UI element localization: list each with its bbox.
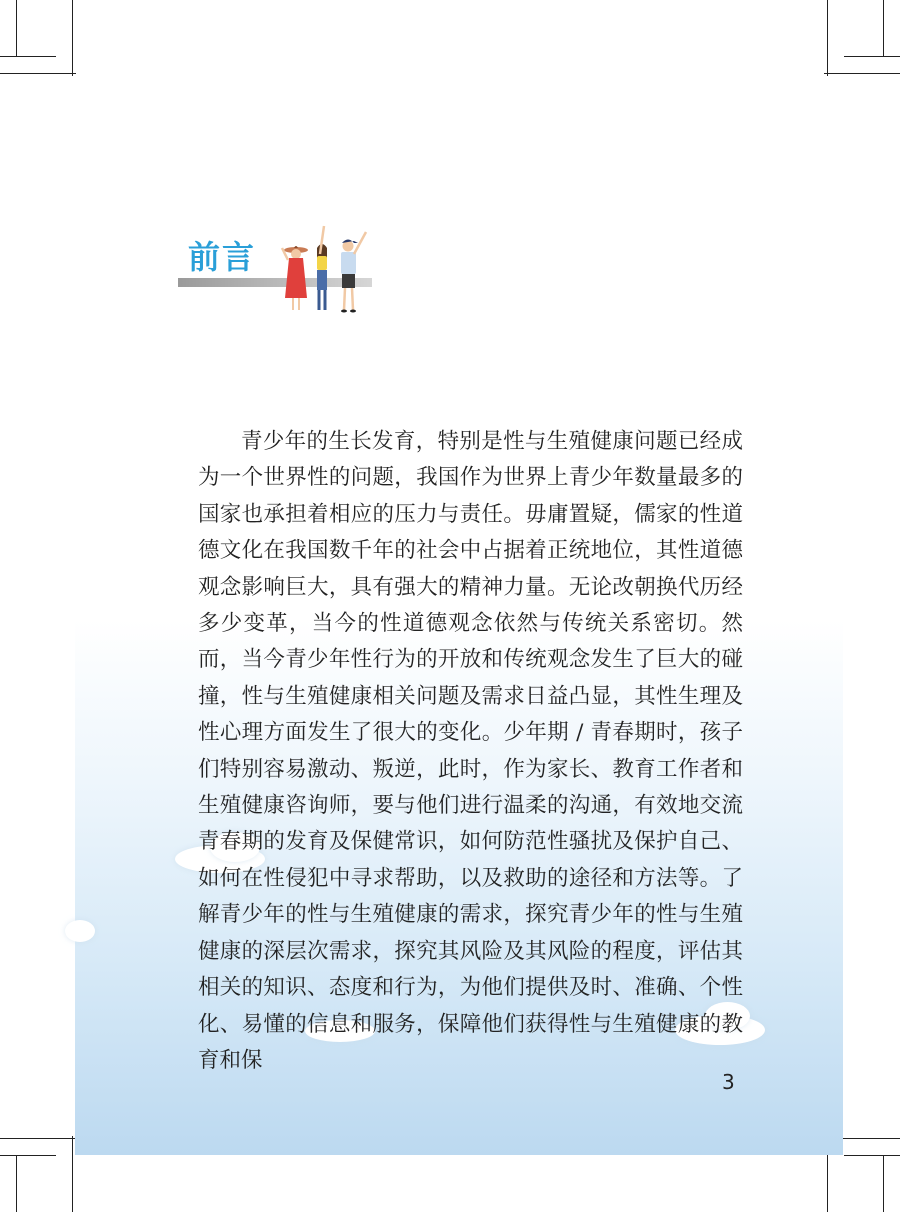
page-number: 3 <box>722 1070 735 1094</box>
section-heading <box>178 226 378 326</box>
body-paragraph: 青少年的生长发育，特别是性与生殖健康问题已经成为一个世界性的问题，我国作为世界上青少年数量最多的国家也承担着相应的压力与责任。毋庸置疑，儒家的性道德文化在我国数千年的社会中占据着正统地位，其性道德观念影响巨大，具有强大的精神力量。无论改朝换代历经多少变革，当今的性道德观念依然与传统关系密切。然而，当今青少年性行为的开放和传统观念发生了巨大的碰撞，性与生殖健康相关问题及需求日益凸显，其性生理及性心理方面发生了很大的变化。少年期 / 青春期时，孩子们特别容易激动、叛逆，此时，作为家长、教育工作者和生殖健康咨询师，要与他们进行温柔的沟通，有效地交流青春期的发育及保健常识，如何防范性骚扰及保护自己、如何在性侵犯中寻求帮助，以及救助的途径和方法等。了解青少年的性与生殖健康的需求，探究青少年的性与生殖健康的深层次需求，探究其风险及其风险的程度，评估其相关的知识、态度和行为，为他们提供及时、准确、个性化、易懂的信息和服务，保障他们获得性与生殖健康的教育和保 <box>198 429 743 1073</box>
page-title: 前言 <box>188 238 257 276</box>
cloud <box>65 920 95 942</box>
three-teens-waving-illustration <box>276 218 376 318</box>
